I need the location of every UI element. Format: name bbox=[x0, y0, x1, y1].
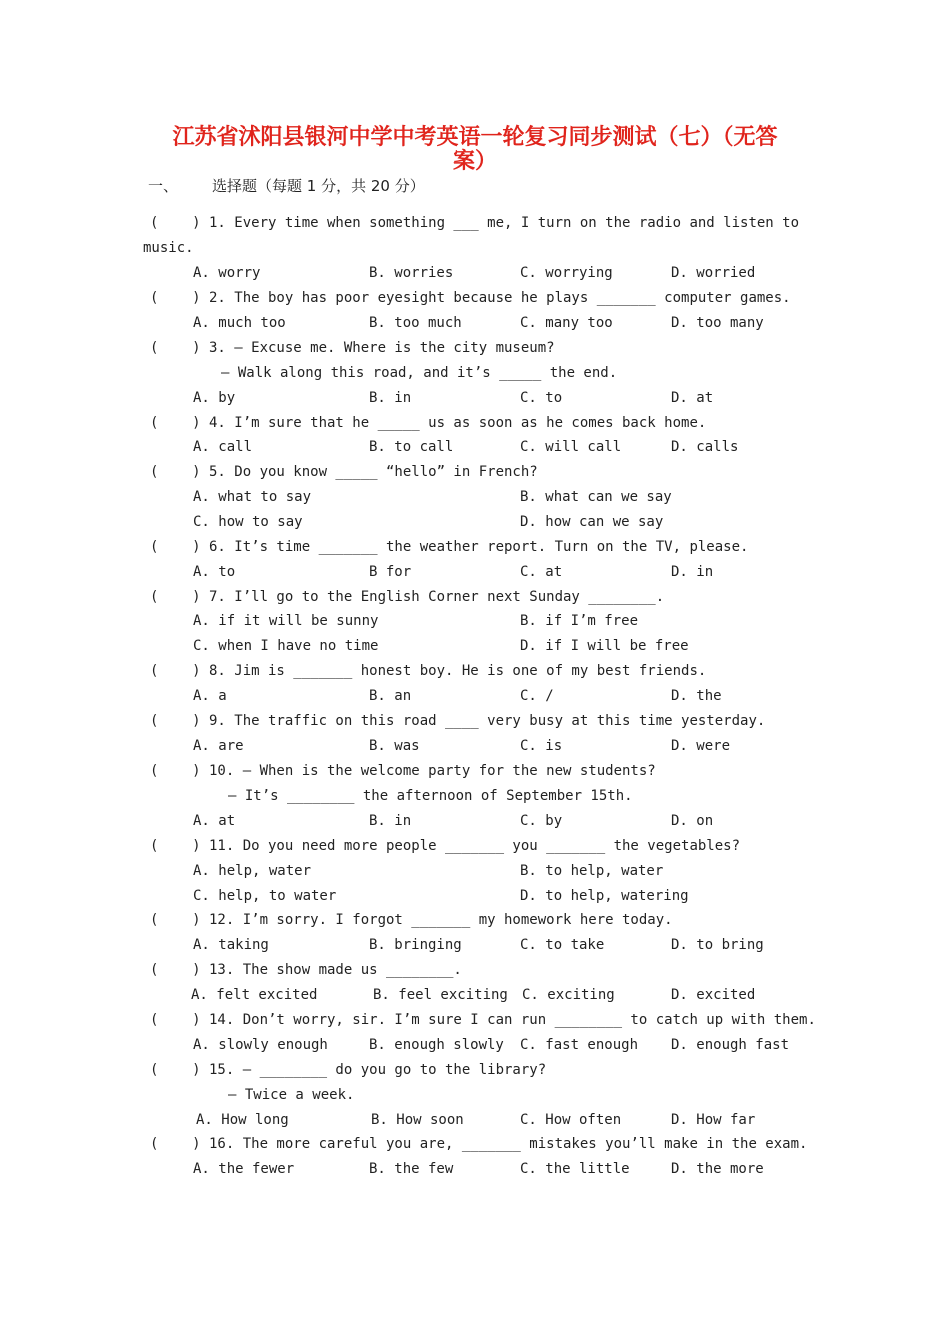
question-16-option-d: D. the more bbox=[671, 1161, 764, 1177]
question-1-option-a: A. worry bbox=[193, 265, 261, 281]
question-3-sub: — Walk along this road, and it’s _____ the end. bbox=[221, 365, 618, 381]
question-2-option-c: C. many too bbox=[520, 315, 613, 331]
question-2-option-b: B. too much bbox=[369, 315, 462, 331]
question-1-stem: ( ) 1. Every time when something ___ me, I turn on the radio and listen to bbox=[150, 215, 800, 231]
question-11-option-d: D. to help, watering bbox=[520, 888, 689, 904]
question-8-option-d: D. the bbox=[671, 688, 722, 704]
question-9-option-c: C. is bbox=[520, 738, 563, 754]
question-13-option-b: B. feel exciting bbox=[373, 987, 508, 1003]
document-title-line1: 江苏省沭阳县银河中学中考英语一轮复习同步测试（七）（无答 bbox=[172, 125, 778, 150]
question-10-option-d: D. on bbox=[671, 813, 714, 829]
question-3-option-c: C. to bbox=[520, 390, 563, 406]
question-2-stem: ( ) 2. The boy has poor eyesight because he plays _______ computer games. bbox=[150, 290, 791, 306]
question-7-option-d: D. if I will be free bbox=[520, 638, 689, 654]
question-14-option-d: D. enough fast bbox=[671, 1037, 790, 1053]
question-7-option-c: C. when I have no time bbox=[193, 638, 379, 654]
question-1-option-c: C. worrying bbox=[520, 265, 613, 281]
question-9-option-b: B. was bbox=[369, 738, 420, 754]
question-3-option-d: D. at bbox=[671, 390, 714, 406]
question-15-option-c: C. How often bbox=[520, 1112, 622, 1128]
question-7-option-a: A. if it will be sunny bbox=[193, 613, 379, 629]
question-8-option-b: B. an bbox=[369, 688, 412, 704]
question-13-option-d: D. excited bbox=[671, 987, 756, 1003]
question-5-option-c: C. how to say bbox=[193, 514, 303, 530]
question-10-option-c: C. by bbox=[520, 813, 563, 829]
question-16-option-b: B. the few bbox=[369, 1161, 454, 1177]
question-14-option-a: A. slowly enough bbox=[193, 1037, 328, 1053]
question-10-stem: ( ) 10. — When is the welcome party for the new students? bbox=[150, 763, 656, 779]
question-14-option-c: C. fast enough bbox=[520, 1037, 639, 1053]
question-1-option-b: B. worries bbox=[369, 265, 454, 281]
question-6-stem: ( ) 6. It’s time _______ the weather report. Turn on the TV, please. bbox=[150, 539, 749, 555]
question-7-option-b: B. if I’m free bbox=[520, 613, 639, 629]
question-16-option-a: A. the fewer bbox=[193, 1161, 295, 1177]
question-15-option-d: D. How far bbox=[671, 1112, 756, 1128]
question-13-option-a: A. felt excited bbox=[191, 987, 318, 1003]
question-14-stem: ( ) 14. Don’t worry, sir. I’m sure I can run ________ to catch up with them. bbox=[150, 1012, 816, 1028]
question-4-option-b: B. to call bbox=[369, 439, 454, 455]
question-12-option-c: C. to take bbox=[520, 937, 605, 953]
question-5-option-b: B. what can we say bbox=[520, 489, 672, 505]
question-9-option-a: A. are bbox=[193, 738, 244, 754]
question-5-option-d: D. how can we say bbox=[520, 514, 664, 530]
question-12-option-b: B. bringing bbox=[369, 937, 462, 953]
question-16-option-c: C. the little bbox=[520, 1161, 630, 1177]
question-12-stem: ( ) 12. I’m sorry. I forgot _______ my homework here today. bbox=[150, 912, 673, 928]
question-2-option-a: A. much too bbox=[193, 315, 286, 331]
question-1-continuation: music. bbox=[143, 240, 194, 256]
question-10-option-b: B. in bbox=[369, 813, 412, 829]
section-text: 选择题（每题 1 分，共 20 分） bbox=[212, 177, 425, 195]
question-5-stem: ( ) 5. Do you know _____ “hello” in French? bbox=[150, 464, 538, 480]
question-15-option-a: A. How long bbox=[196, 1112, 289, 1128]
question-2-option-d: D. too many bbox=[671, 315, 764, 331]
question-9-stem: ( ) 9. The traffic on this road ____ very busy at this time yesterday. bbox=[150, 713, 766, 729]
question-8-option-a: A. a bbox=[193, 688, 227, 704]
question-11-option-c: C. help, to water bbox=[193, 888, 337, 904]
question-13-stem: ( ) 13. The show made us ________. bbox=[150, 962, 462, 978]
question-11-option-b: B. to help, water bbox=[520, 863, 664, 879]
question-16-stem: ( ) 16. The more careful you are, _______ mistakes you’ll make in the exam. bbox=[150, 1136, 808, 1152]
question-11-option-a: A. help, water bbox=[193, 863, 312, 879]
question-3-option-b: B. in bbox=[369, 390, 412, 406]
question-15-stem: ( ) 15. — ________ do you go to the library? bbox=[150, 1062, 547, 1078]
question-8-stem: ( ) 8. Jim is _______ honest boy. He is one of my best friends. bbox=[150, 663, 707, 679]
question-4-stem: ( ) 4. I’m sure that he _____ us as soon as he comes back home. bbox=[150, 415, 707, 431]
question-12-option-d: D. to bring bbox=[671, 937, 764, 953]
question-11-stem: ( ) 11. Do you need more people _______ you _______ the vegetables? bbox=[150, 838, 741, 854]
question-10-sub: — It’s ________ the afternoon of September 15th. bbox=[228, 788, 633, 804]
question-3-stem: ( ) 3. — Excuse me. Where is the city museum? bbox=[150, 340, 555, 356]
question-6-option-b: B for bbox=[369, 564, 412, 580]
question-7-stem: ( ) 7. I’ll go to the English Corner next Sunday ________. bbox=[150, 589, 665, 605]
question-15-sub: — Twice a week. bbox=[228, 1087, 355, 1103]
question-6-option-d: D. in bbox=[671, 564, 714, 580]
question-10-option-a: A. at bbox=[193, 813, 236, 829]
question-14-option-b: B. enough slowly bbox=[369, 1037, 504, 1053]
question-12-option-a: A. taking bbox=[193, 937, 269, 953]
question-6-option-c: C. at bbox=[520, 564, 563, 580]
question-5-option-a: A. what to say bbox=[193, 489, 312, 505]
question-4-option-a: A. call bbox=[193, 439, 253, 455]
question-1-option-d: D. worried bbox=[671, 265, 756, 281]
question-15-option-b: B. How soon bbox=[371, 1112, 464, 1128]
question-6-option-a: A. to bbox=[193, 564, 236, 580]
question-13-option-c: C. exciting bbox=[522, 987, 615, 1003]
section-number: 一、 bbox=[148, 177, 179, 195]
document-title-line2: 案） bbox=[452, 149, 497, 174]
question-9-option-d: D. were bbox=[671, 738, 731, 754]
question-8-option-c: C. / bbox=[520, 688, 554, 704]
question-3-option-a: A. by bbox=[193, 390, 236, 406]
question-4-option-d: D. calls bbox=[671, 439, 739, 455]
question-4-option-c: C. will call bbox=[520, 439, 622, 455]
